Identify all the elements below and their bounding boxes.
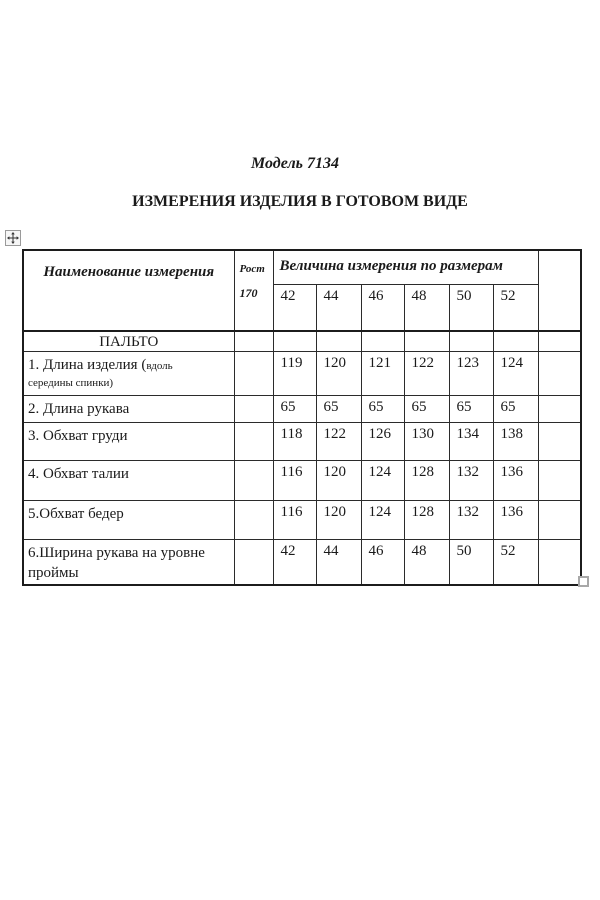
empty-cell[interactable] [234,540,273,586]
empty-cell[interactable] [234,396,273,423]
measurement-label-cell[interactable] [23,540,234,586]
height-value: 170 [239,286,258,300]
measurement-value-cell[interactable]: 120 [316,501,361,540]
table-row [23,423,581,461]
section-title-cell[interactable]: ПАЛЬТО [23,331,234,352]
header-measurement-name[interactable]: Наименование измерения [23,250,234,331]
empty-cell[interactable] [361,331,404,352]
move-arrows-icon [7,232,19,244]
empty-cell[interactable] [538,501,581,540]
measurement-label-cell[interactable] [23,352,234,396]
measurement-value-cell[interactable]: 120 [316,352,361,396]
empty-cell[interactable] [538,331,581,352]
measurement-value-cell[interactable]: 122 [316,423,361,461]
measurement-value-cell[interactable]: 128 [404,501,449,540]
empty-cell[interactable] [538,540,581,586]
table-resize-handle[interactable] [578,576,589,587]
table-row [23,352,581,396]
table-row [23,461,581,501]
measurement-value-cell[interactable]: 132 [449,461,493,501]
size-header[interactable]: 42 [273,284,316,331]
measurement-label: 5.Обхват бедер [28,506,124,522]
measurement-value-cell[interactable]: 123 [449,352,493,396]
measurement-value-cell[interactable]: 138 [493,423,538,461]
empty-cell[interactable] [449,331,493,352]
empty-cell[interactable] [538,461,581,501]
measurement-value-cell[interactable]: 65 [316,396,361,423]
measurement-value-cell[interactable]: 65 [361,396,404,423]
header-sizes-span[interactable]: Величина измерения по размерам [273,250,538,284]
empty-cell[interactable] [404,331,449,352]
empty-cell[interactable] [316,331,361,352]
document-heading: ИЗМЕРЕНИЯ ИЗДЕЛИЯ В ГОТОВОМ ВИДЕ [132,193,468,210]
measurement-value-cell[interactable]: 132 [449,501,493,540]
measurement-value-cell[interactable]: 130 [404,423,449,461]
empty-cell[interactable] [234,331,273,352]
empty-cell[interactable] [538,396,581,423]
empty-cell[interactable] [273,331,316,352]
measurement-label: 2. Длина рукава [28,401,130,417]
measurement-value-cell[interactable]: 120 [316,461,361,501]
measurement-label-cell[interactable] [23,501,234,540]
measurement-label: 1. Длина изделия ( [28,357,147,373]
header-empty-cell[interactable] [538,250,581,331]
empty-cell[interactable] [234,501,273,540]
measurement-value-cell[interactable]: 136 [493,501,538,540]
measurement-value-cell[interactable]: 128 [404,461,449,501]
measurement-value-cell[interactable]: 44 [316,540,361,586]
table-row [23,396,581,423]
model-number-title: Модель 7134 [251,155,339,172]
table-move-handle[interactable] [5,230,21,246]
table-row [23,501,581,540]
measurement-value-cell[interactable]: 126 [361,423,404,461]
header-height-column[interactable] [234,250,273,331]
measurement-value-cell[interactable]: 52 [493,540,538,586]
measurement-value-cell[interactable]: 124 [361,501,404,540]
measurement-label: 6.Ширина рукава на уровне проймы [28,545,205,581]
measurement-label: 3. Обхват груди [28,428,128,444]
measurement-value-cell[interactable]: 136 [493,461,538,501]
measurement-value-cell[interactable]: 116 [273,461,316,501]
measurement-label-cell[interactable] [23,396,234,423]
empty-cell[interactable] [538,423,581,461]
measurement-value-cell[interactable]: 65 [404,396,449,423]
size-header[interactable]: 48 [404,284,449,331]
empty-cell[interactable] [234,423,273,461]
measurement-value-cell[interactable]: 121 [361,352,404,396]
measurements-table [22,249,582,586]
empty-cell[interactable] [234,461,273,501]
measurement-value-cell[interactable]: 65 [449,396,493,423]
size-header[interactable]: 50 [449,284,493,331]
size-header[interactable]: 46 [361,284,404,331]
size-header[interactable]: 52 [493,284,538,331]
measurement-label-cell[interactable] [23,423,234,461]
height-label: Рост [239,263,265,275]
measurement-label: 4. Обхват талии [28,466,129,482]
measurement-value-cell[interactable]: 116 [273,501,316,540]
empty-cell[interactable] [493,331,538,352]
size-header[interactable]: 44 [316,284,361,331]
measurement-label-note-line2: середины спинки) [28,377,114,389]
measurement-value-cell[interactable]: 48 [404,540,449,586]
measurement-value-cell[interactable]: 119 [273,352,316,396]
measurement-value-cell[interactable]: 118 [273,423,316,461]
measurement-label-cell[interactable] [23,461,234,501]
measurement-value-cell[interactable]: 124 [361,461,404,501]
measurement-value-cell[interactable]: 42 [273,540,316,586]
measurement-label-note: вдоль [146,360,173,372]
measurement-value-cell[interactable]: 122 [404,352,449,396]
measurement-value-cell[interactable]: 65 [493,396,538,423]
measurement-value-cell[interactable]: 124 [493,352,538,396]
measurement-value-cell[interactable]: 65 [273,396,316,423]
empty-cell[interactable] [538,352,581,396]
measurement-value-cell[interactable]: 134 [449,423,493,461]
empty-cell[interactable] [234,352,273,396]
measurement-value-cell[interactable]: 46 [361,540,404,586]
table-row [23,540,581,586]
measurement-value-cell[interactable]: 50 [449,540,493,586]
